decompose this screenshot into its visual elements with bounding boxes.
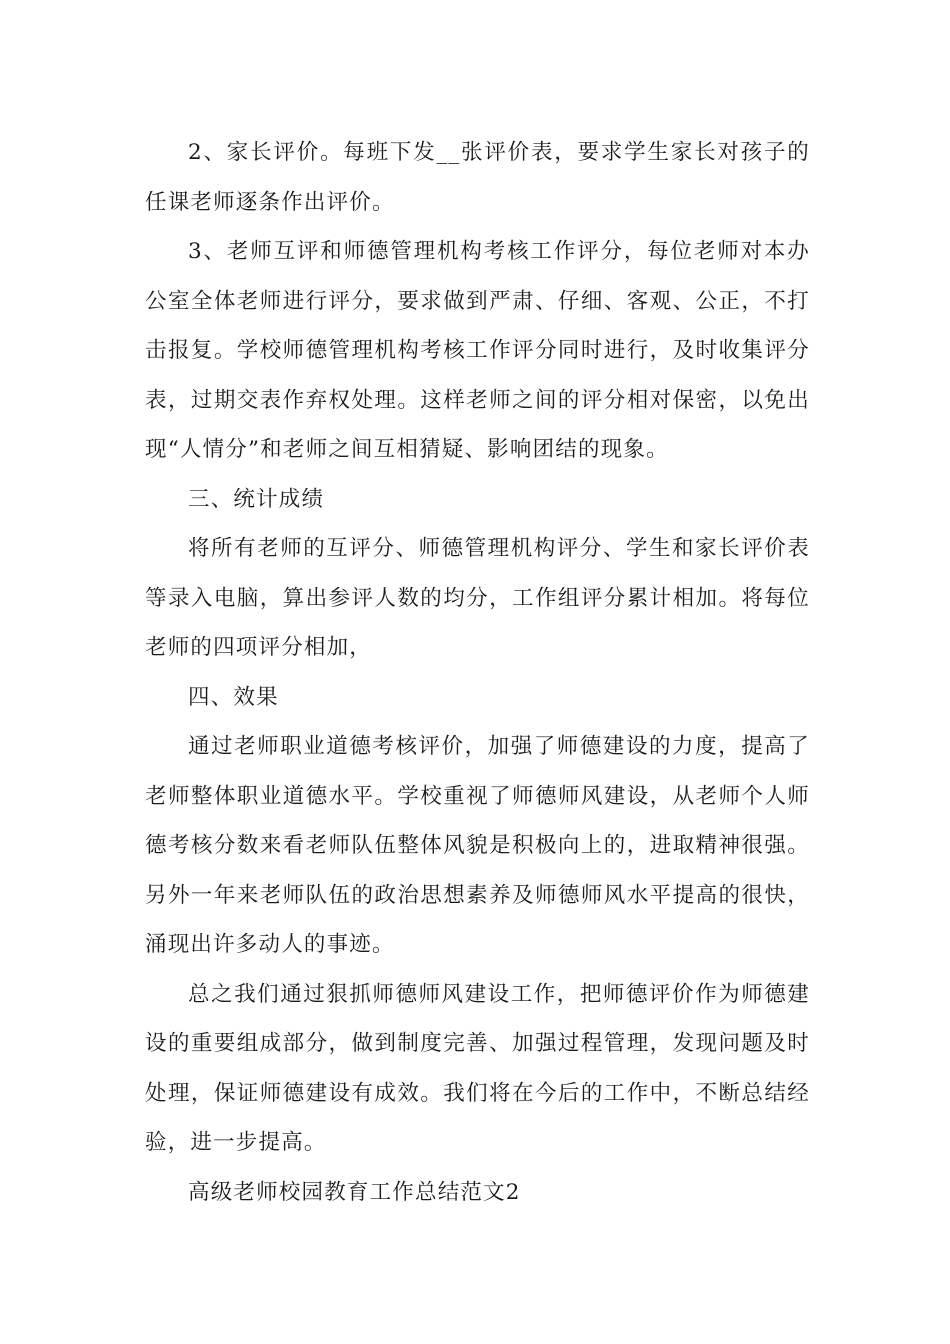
next-article-title: 高级老师校园教育工作总结范文2 bbox=[188, 1179, 521, 1205]
section-heading-statistics: 三、统计成绩 bbox=[188, 486, 325, 512]
paragraph-parent-evaluation: 2、家长评价。每班下发__张评价表，要求学生家长对孩子的任课老师逐条作出评价。 bbox=[145, 140, 810, 215]
paragraph-conclusion: 总之我们通过狠抓师德师风建设工作，把师德评价作为师德建设的重要组成部分，做到制度完善、加强过程管理，发现问题及时处理，保证师德建设有成效。我们将在今后的工作中，不断总结经验，进一步提高。 bbox=[145, 981, 810, 1155]
paragraph-statistics: 将所有老师的互评分、师德管理机构评分、学生和家长评价表等录入电脑，算出参评人数的均分，工作组评分累计相加。将每位老师的四项评分相加， bbox=[145, 536, 810, 660]
document-body bbox=[145, 128, 810, 1217]
paragraph-teacher-mutual-evaluation: 3、老师互评和师德管理机构考核工作评分，每位老师对本办公室全体老师进行评分，要求做到严肃、仔细、客观、公正，不打击报复。学校师德管理机构考核工作评分同时进行，及时收集评分表，过期交表作弃权处理。这样老师之间的评分相对保密，以免出现“人情分”和老师之间互相猜疑、影响团结的现象。 bbox=[145, 239, 810, 462]
section-heading-effect: 四、效果 bbox=[188, 684, 279, 710]
paragraph-effect: 通过老师职业道德考核评价，加强了师德建设的力度，提高了老师整体职业道德水平。学校重视了师德师风建设，从老师个人师德考核分数来看老师队伍整体风貌是积极向上的，进取精神很强。另外一年来老师队伍的政治思想素养及师德师风水平提高的很快，涌现出许多动人的事迹。 bbox=[145, 734, 810, 957]
